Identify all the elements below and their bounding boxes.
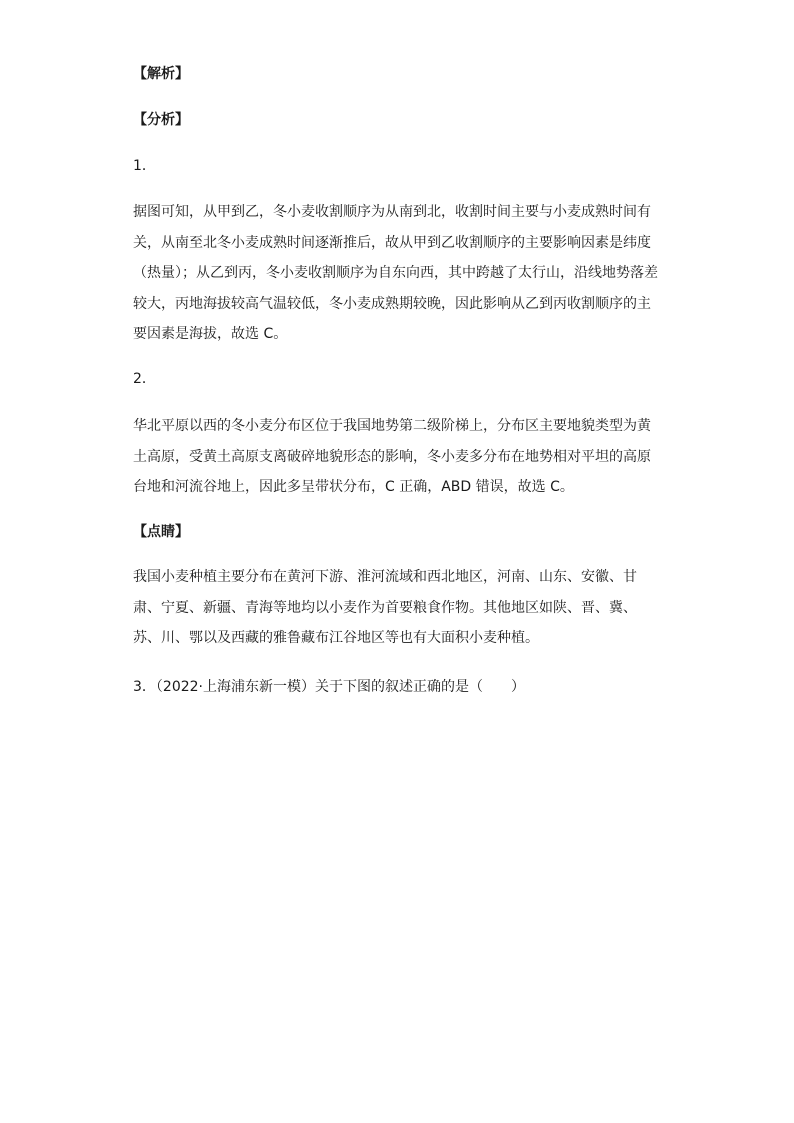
- comment-line-1: 我国小麦种植主要分布在黄河下游、淮河流域和西北地区，河南、山东、安徽、甘: [133, 569, 637, 585]
- analysis-heading: 【解析】: [133, 66, 189, 82]
- question-3: 3．（2022·上海浦东新一模）关于下图的叙述正确的是（ ）: [133, 679, 525, 695]
- item2-line-2: 土高原，受黄土高原支离破碎地貌形态的影响，冬小麦多分布在地势相对平坦的高原: [133, 448, 651, 465]
- comment-paragraph: [133, 562, 637, 654]
- item2-line-3: 台地和河流谷地上，因此多呈带状分布，C 正确，ABD 错误，故选 C。: [133, 479, 574, 495]
- item2-paragraph: [133, 411, 651, 503]
- comment-line-2: 肃、宁夏、新疆、青海等地均以小麦作为首要粮食作物。其他地区如陕、晋、冀、: [133, 599, 637, 616]
- comment-line-3: 苏、川、鄂以及西藏的雅鲁藏布江谷地区等也有大面积小麦种植。: [133, 630, 539, 646]
- item1-line-4: 较大，丙地海拔较高气温较低，冬小麦成熟期较晚，因此影响从乙到丙收割顺序的主: [133, 295, 651, 312]
- item1-line-1: 据图可知，从甲到乙，冬小麦收割顺序为从南到北，收割时间主要与小麦成熟时间有: [133, 204, 651, 220]
- item1-number: 1．: [133, 158, 156, 174]
- item2-line-1: 华北平原以西的冬小麦分布区位于我国地势第二级阶梯上，分布区主要地貌类型为黄: [133, 418, 651, 434]
- comment-heading: 【点睛】: [133, 524, 189, 540]
- item1-line-2: 关，从南至北冬小麦成熟时间逐渐推后，故从甲到乙收割顺序的主要影响因素是纬度: [133, 234, 651, 251]
- item1-paragraph: [133, 197, 658, 350]
- item1-line-3: （热量）；从乙到丙，冬小麦收割顺序为自东向西，其中跨越了太行山，沿线地势落差: [133, 265, 658, 281]
- analysis-sub-heading: 【分析】: [133, 112, 189, 128]
- item2-number: 2．: [133, 371, 156, 387]
- item1-line-5: 要因素是海拔，故选 C。: [133, 326, 288, 342]
